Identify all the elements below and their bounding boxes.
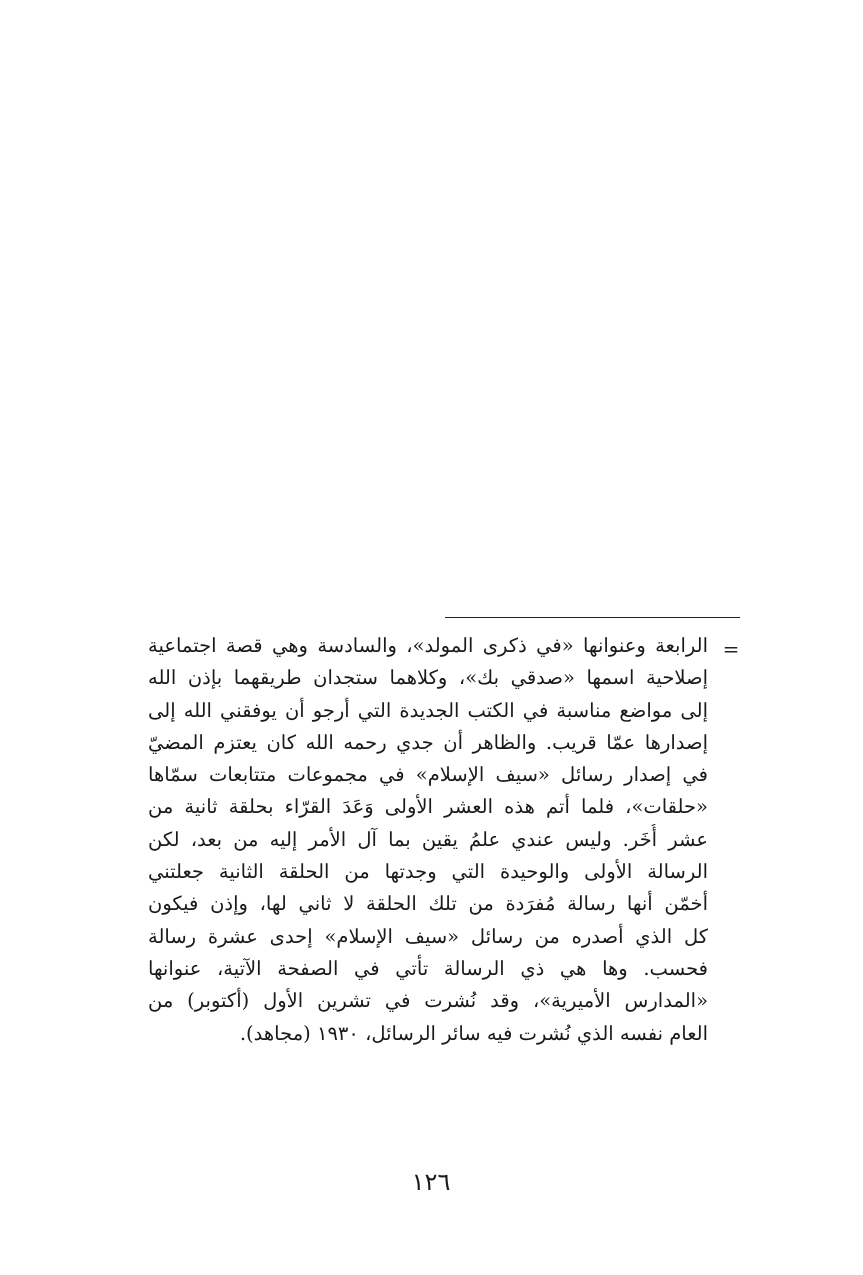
page-number: ١٢٦	[411, 1168, 451, 1196]
footnote-text	[148, 630, 708, 1050]
footnote-continuation-marker: =	[722, 637, 740, 661]
footnote-line: الرابعة وعنوانها «في ذكرى المولد»، والسادسة وهي قصة اجتماعية	[148, 634, 708, 657]
footnote-line: العام نفسه الذي نُشرت فيه سائر الرسائل، ١٩٣٠ (مجاهد).	[239, 1021, 708, 1045]
footnote-separator-rule	[445, 617, 740, 618]
footnote-line: «حلقات»، فلما أتم هذه العشر الأولى وَعَدَ القرّاء بحلقة ثانية من	[148, 795, 708, 819]
footnote-line: في إصدار رسائل «سيف الإسلام» في مجموعات متتابعات سمّاها	[148, 763, 708, 787]
footnote-line: إلى مواضع مناسبة في الكتب الجديدة التي أرجو أن يوفقني الله إلى	[148, 698, 708, 722]
footnote-line: أخمّن أنها رسالة مُفرَدة من تلك الحلقة لا ثاني لها، وإذن فيكون	[148, 892, 708, 916]
footnote-line: «المدارس الأميرية»، وقد نُشرت في تشرين الأول (أكتوبر) من	[148, 989, 708, 1013]
footnote-line: الرسالة الأولى والوحيدة التي وجدتها من الحلقة الثانية جعلتني	[148, 860, 708, 884]
footnote-line: عشر أُخَر. وليس عندي علمُ يقين بما آل الأمر إليه من بعد، لكن	[148, 827, 708, 851]
footnote-line: إصدارها عمّا قريب. والظاهر أن جدي رحمه الله كان يعتزم المضيّ	[148, 730, 708, 754]
footnote-line: كل الذي أصدره من رسائل «سيف الإسلام» إحدى عشرة رسالة	[148, 924, 708, 948]
footnote-line: إصلاحية اسمها «صدقي بك»، وكلاهما ستجدان طريقهما بإذن الله	[148, 666, 708, 690]
footnote-line: فحسب. وها هي ذي الرسالة تأتي في الصفحة الآتية، عنوانها	[148, 956, 708, 980]
